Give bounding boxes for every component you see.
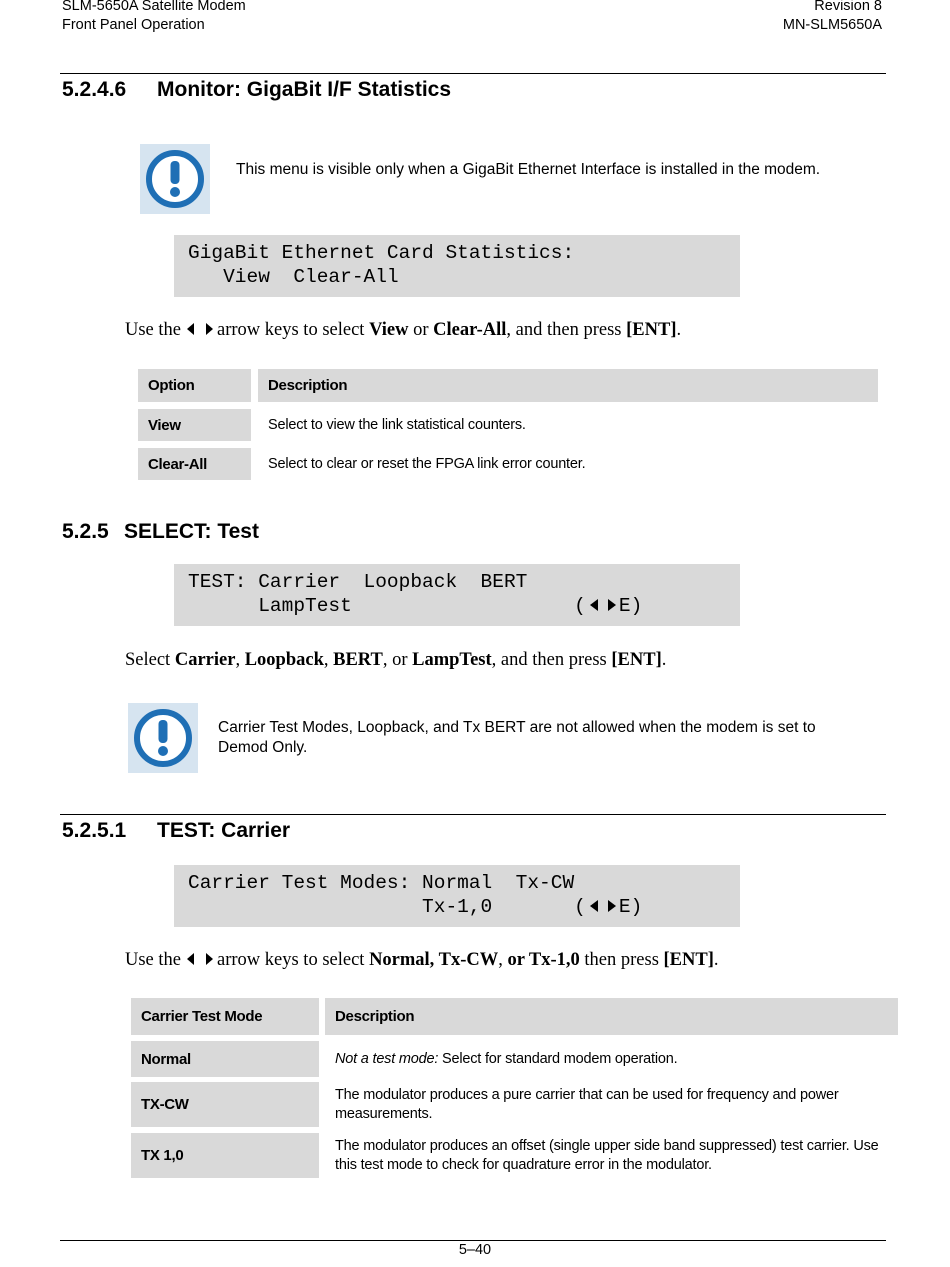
left-arrow-icon <box>590 599 598 611</box>
instruction-text: , and then press <box>506 320 622 340</box>
section-heading-carrier <box>62 818 290 844</box>
instruction-text: , <box>323 650 329 670</box>
description-text: Select for standard modem operation. <box>438 1050 678 1067</box>
instruction-text: , and then press <box>491 650 607 670</box>
section-number: 5.2.4.6 <box>62 78 127 101</box>
table-row-description: Select to clear or reset the FPGA link error counter. <box>268 455 586 472</box>
lcd-display-gigabit <box>174 235 740 297</box>
table-row-description <box>325 1041 898 1077</box>
option-loopback: Loopback <box>244 650 324 670</box>
table-row-description: The modulator produces an offset (single upper side band suppressed) test carrier. Use this test mode to check for quadrature error in the modulator. <box>335 1137 879 1173</box>
lcd-line-2: View Clear-All <box>188 266 399 288</box>
important-note-icon <box>140 144 210 214</box>
running-header-left <box>62 0 246 35</box>
table-row-description: Select to view the link statistical counters. <box>268 416 526 433</box>
ent-key: [ENT] <box>663 950 714 970</box>
section-number: 5.2.5.1 <box>62 819 127 842</box>
lcd-text: ( <box>574 896 586 918</box>
option-clear-all: Clear-All <box>433 320 507 340</box>
instruction-text: Use the <box>125 320 181 340</box>
italic-text: Not a test mode: <box>335 1050 439 1067</box>
right-arrow-icon <box>608 900 616 912</box>
lcd-line-1: TEST: Carrier Loopback BERT <box>188 571 528 593</box>
lcd-text: Tx-1,0 <box>188 896 575 918</box>
table-row-description: The modulator produces a pure carrier that can be used for frequency and power measurements. <box>335 1086 839 1122</box>
instruction-carrier <box>125 948 719 972</box>
note-text: This menu is visible only when a GigaBit Ethernet Interface is installed in the modem. <box>236 161 821 178</box>
instruction-text: or <box>413 320 429 340</box>
section-rule <box>60 814 886 815</box>
instruction-text: , or <box>382 650 408 670</box>
instruction-text: . <box>713 950 719 970</box>
section-title: TEST: Carrier <box>157 819 291 842</box>
option-normal-txcw: Normal, Tx-CW <box>369 950 499 970</box>
lcd-line-2 <box>188 895 726 919</box>
instruction-gigabit <box>125 318 681 342</box>
instruction-text: then press <box>584 950 659 970</box>
table-row-mode: TX 1,0 <box>131 1133 319 1178</box>
option-bert: BERT <box>333 650 383 670</box>
table-header-description: Description <box>325 998 898 1035</box>
left-arrow-icon <box>187 323 194 335</box>
option-carrier: Carrier <box>174 650 236 670</box>
instruction-text: Use the <box>125 950 181 970</box>
instruction-text: Select <box>125 650 171 670</box>
footer-rule <box>60 1240 886 1241</box>
instruction-text: arrow keys to select <box>217 320 365 340</box>
header-product: SLM-5650A Satellite Modem <box>62 0 246 14</box>
section-heading-test <box>62 519 259 545</box>
table-header-mode: Carrier Test Mode <box>131 998 319 1035</box>
instruction-text: , <box>235 650 241 670</box>
lcd-line-1: GigaBit Ethernet Card Statistics: <box>188 242 575 264</box>
section-rule <box>60 73 886 74</box>
table-row-mode: TX-CW <box>131 1082 319 1127</box>
important-note-icon <box>128 703 198 773</box>
instruction-text: arrow keys to select <box>217 950 365 970</box>
left-arrow-icon <box>187 953 194 965</box>
table-header-option: Option <box>138 369 251 402</box>
ent-key: [ENT] <box>626 320 677 340</box>
lcd-display-test <box>174 564 740 626</box>
option-lamptest: LampTest <box>412 650 492 670</box>
header-revision: Revision 8 <box>814 0 882 14</box>
table-row-option: Clear-All <box>138 448 251 480</box>
section-number: 5.2.5 <box>62 520 109 543</box>
section-title: Monitor: GigaBit I/F Statistics <box>157 78 452 101</box>
table-row-option: View <box>138 409 251 441</box>
right-arrow-icon <box>206 323 213 335</box>
lcd-text: ( <box>574 595 586 617</box>
ent-key: [ENT] <box>611 650 662 670</box>
lcd-line-1: Carrier Test Modes: Normal Tx-CW <box>188 872 575 894</box>
lcd-line-2 <box>188 594 726 618</box>
instruction-text: , <box>498 950 503 970</box>
header-doc-number: MN-SLM5650A <box>782 17 882 33</box>
lcd-text: E) <box>618 595 643 617</box>
page-number: 5–40 <box>458 1242 492 1258</box>
table-row-mode: Normal <box>131 1041 319 1077</box>
right-arrow-icon <box>206 953 213 965</box>
header-chapter: Front Panel Operation <box>62 17 205 33</box>
section-heading-gigabit <box>62 77 451 103</box>
right-arrow-icon <box>608 599 616 611</box>
lcd-text: E) <box>618 896 643 918</box>
left-arrow-icon <box>590 900 598 912</box>
table-header-description: Description <box>258 369 878 402</box>
section-title: SELECT: Test <box>124 520 259 543</box>
option-tx10: or Tx-1,0 <box>507 950 580 970</box>
instruction-test <box>125 648 666 672</box>
lcd-display-carrier <box>174 865 740 927</box>
instruction-text: . <box>661 650 667 670</box>
note-text: Carrier Test Modes, Loopback, and Tx BERT are not allowed when the modem is set to Demod Only. <box>218 719 816 756</box>
lcd-text: LampTest <box>188 595 575 617</box>
option-view: View <box>369 320 409 340</box>
instruction-text: . <box>676 320 682 340</box>
running-header-right <box>783 0 882 35</box>
